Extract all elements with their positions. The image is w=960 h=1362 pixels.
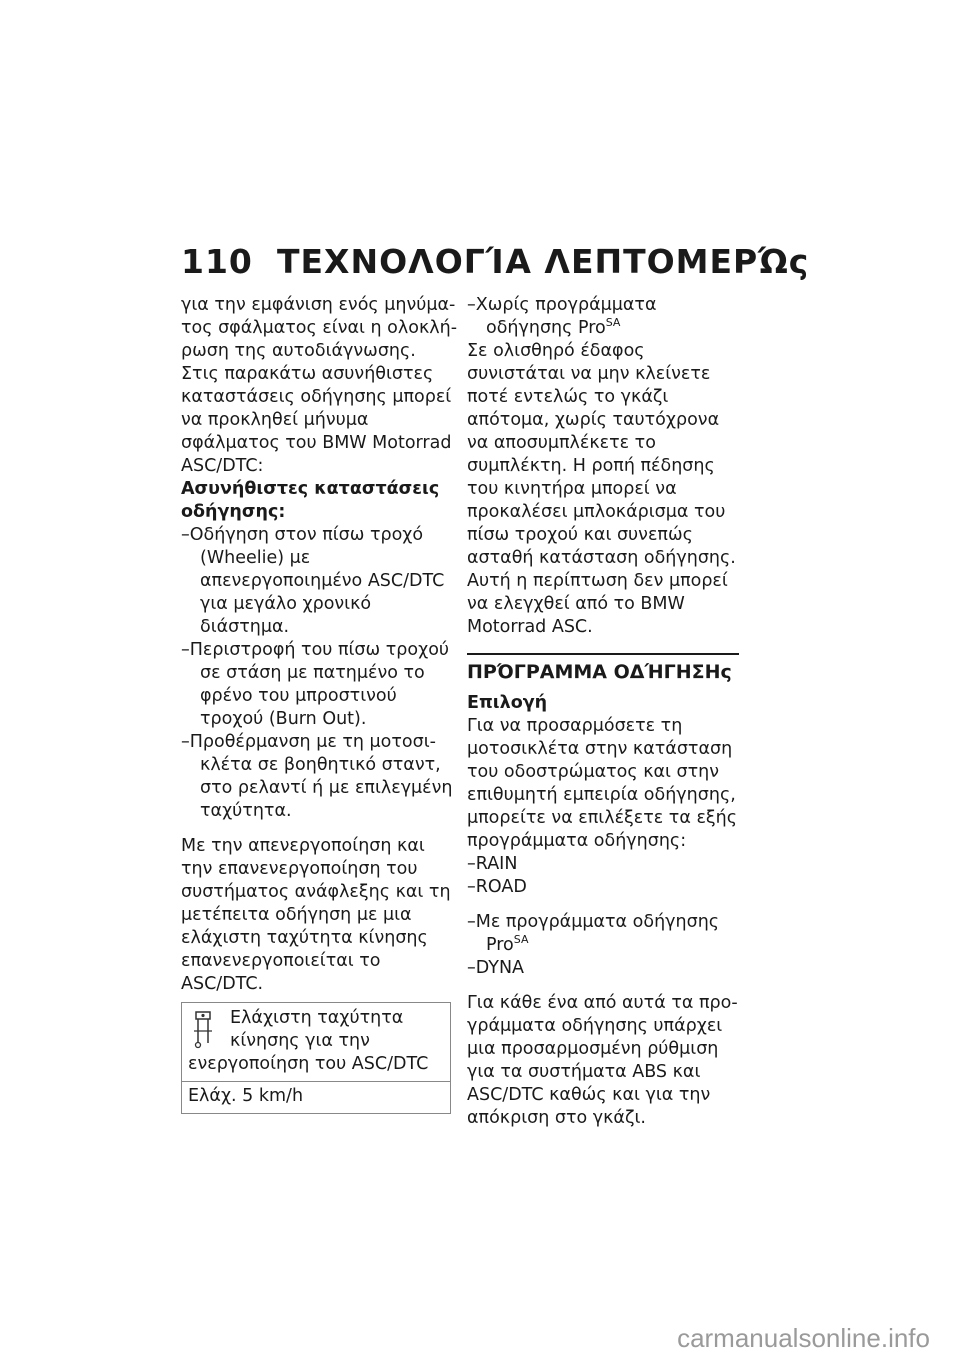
- paragraph: Με την απενεργοποίηση και την επανενεργοποίηση του συστήματος ανάφλεξης και τη μετέπειτα οδήγηση με μια ελάχιστη ταχύτητα κίνησης επανενεργοποιείται το ASC/DTC.: [181, 836, 451, 994]
- watermark: carmanualsonline.info: [677, 1323, 930, 1353]
- paragraph: Για να προσαρμόσετε τη μοτοσικλέτα στην κατάσταση του οδοστρώματος και στην επιθυμητή εμπειρία οδήγησης, μπορείτε να επιλέξετε τα εξής προγράμματα οδήγησης:: [467, 716, 738, 851]
- list-item: –RAIN: [467, 854, 518, 874]
- list-item: –DYNA: [467, 958, 525, 978]
- right-column: [467, 294, 739, 1130]
- sa-superscript: SA: [605, 316, 621, 330]
- paragraph: Στις παρακάτω ασυνήθιστες καταστάσεις οδήγησης μπορεί να προκληθεί μήνυμα σφάλματος του BMW Motorrad ASC/DTC:: [181, 364, 452, 476]
- list-item: –Περιστροφή του πίσω τροχού σε στάση με πατημένο το φρένο του μπροστινού τροχού (Burn Out).: [181, 640, 450, 729]
- page-number: 110: [181, 242, 253, 281]
- paragraph: για την εμφάνιση ενός μηνύματος σφάλματος είναι η ολοκλήρωση της αυτοδιάγνωσης.: [181, 295, 458, 361]
- page-header: [181, 242, 810, 281]
- paragraph: Σε ολισθηρό έδαφος συνιστάται να μην κλείνετε ποτέ εντελώς το γκάζι απότομα, χωρίς ταυτόχρονα να αποσυμπλέκετε το συμπλέκτη. Η ροπή πέδησης του κινητήρα μπορεί να προκαλέσει μπλοκάρισμα του πίσω τροχού και συνεπώς ασταθή κατάσταση οδήγησης. Αυτή η περίπτωση δεν μπορεί να ελεγχθεί από το BMW Motorrad ASC.: [467, 341, 736, 637]
- spec-table: [181, 1002, 451, 1114]
- list-item-text: –Με προγράμματα οδήγησης Pro: [467, 912, 720, 955]
- paragraph: Για κάθε ένα από αυτά τα προγράμματα οδήγησης υπάρχει μια προσαρμοσμένη ρύθμιση για τα συστήματα ABS και ASC/DTC καθώς και για την απόκριση στο γκάζι.: [467, 993, 738, 1128]
- spec-row: [182, 1003, 450, 1082]
- list-item-text: –Χωρίς προγράμματα οδήγησης Pro: [467, 295, 657, 338]
- spec-label: Ελάχιστη ταχύτητα κίνησης για την ενεργοποίηση του ASC/DTC: [188, 1008, 429, 1074]
- list-item: [467, 911, 739, 957]
- list-item: –Προθέρμανση με τη μοτοσικλέτα σε βοηθητικό σταντ, στο ρελαντί ή με επιλεγμένη ταχύτητα.: [181, 732, 453, 821]
- section-subheading: Ασυνήθιστες καταστάσεις οδήγησης:: [181, 479, 440, 522]
- section-heading: ΠΡΌΓΡΑΜΜΑ ΟΔΉΓΗΣΗς: [467, 653, 739, 684]
- list-item: –ROAD: [467, 877, 527, 897]
- section-subheading: Επιλογή: [467, 693, 548, 713]
- spec-value: Ελάχ. 5 km/h: [188, 1086, 304, 1106]
- page-title: ΤΕΧΝΟΛΟΓΊΑ ΛΕΠΤΟΜΕΡΏς: [277, 242, 810, 281]
- left-column: [181, 294, 461, 1114]
- list-item: –Οδήγηση στον πίσω τροχό (Wheelie) με απενεργοποιημένο ASC/DTC για μεγάλο χρονικό διάστημα.: [181, 525, 445, 637]
- gauge-icon: [188, 1009, 226, 1051]
- list-item: [467, 294, 739, 340]
- sa-superscript: SA: [513, 933, 529, 947]
